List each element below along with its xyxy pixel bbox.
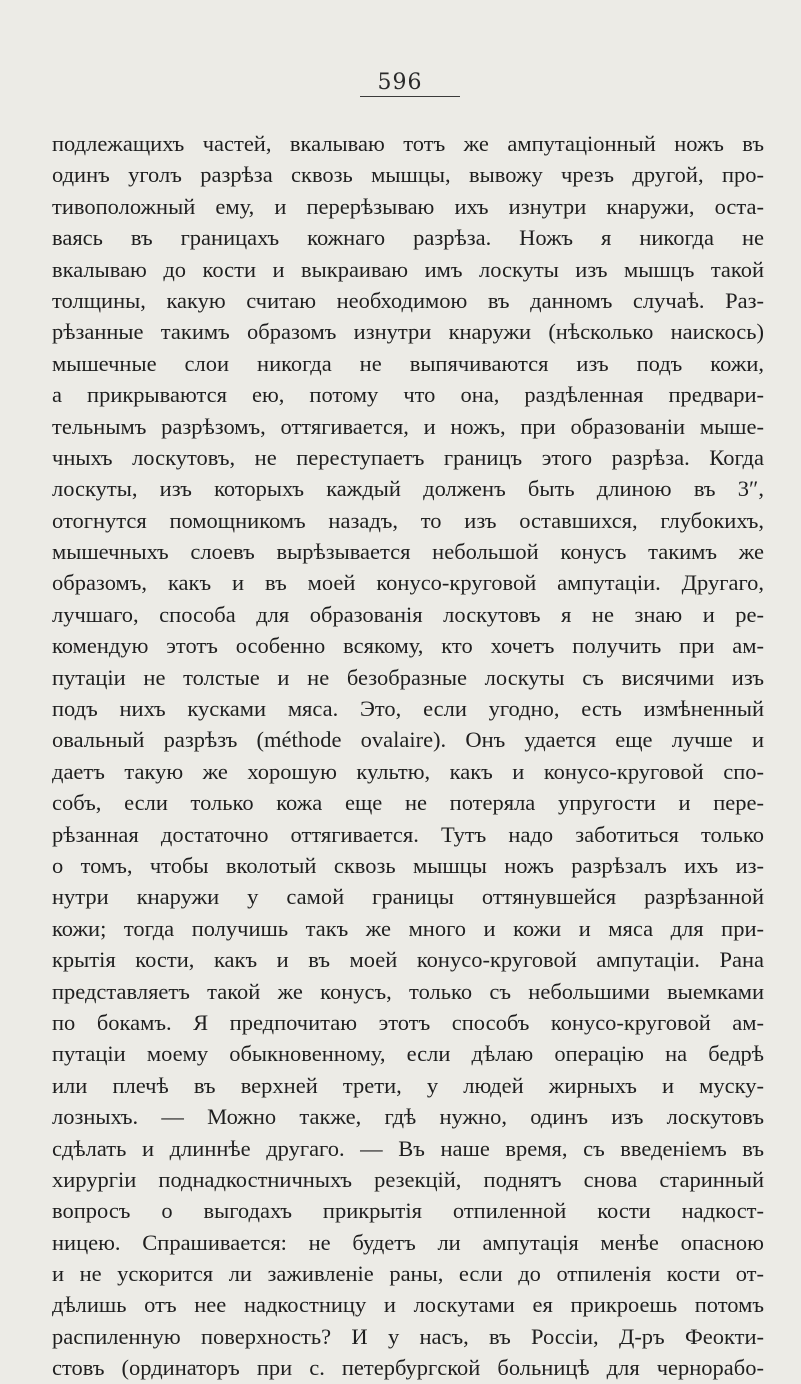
text-line: дѣлишь отъ нее надкостницу и лоскутами ея прикроешь потомъ xyxy=(52,1292,764,1318)
text-line: крытія кости, какъ и въ моей конусо-круговой ампутаціи. Рана xyxy=(52,947,764,973)
text-line: мышечные слои никогда не выпячиваются изъ подъ кожи, xyxy=(52,350,764,376)
text-line: подлежащихъ частей, вкалываю тотъ же ампутаціонный ножъ въ xyxy=(52,131,764,156)
text-line: комендую этотъ особенно всякому, кто хочетъ получить при ам- xyxy=(52,633,764,659)
text-line: тивоположный ему, и перерѣзываю ихъ изнутри кнаружи, оста- xyxy=(52,193,764,219)
text-line: кожи; тогда получишь такъ же много и кожи и мяса для при- xyxy=(52,915,764,941)
text-line: лоскуты, изъ которыхъ каждый долженъ быть длиною въ 3″, xyxy=(52,476,764,502)
text-line: а прикрываются ею, потому что она, раздѣленная предвари- xyxy=(52,382,764,408)
text-line: ницею. Спрашивается: не будетъ ли ампутація менѣе опасною xyxy=(52,1229,764,1255)
text-line: хирургіи поднадкостничныхъ резекцій, поднятъ снова старинный xyxy=(52,1166,764,1192)
text-line: одинъ уголъ разрѣза сквозь мышцы, вывожу чрезъ другой, про- xyxy=(52,162,764,188)
text-line: даетъ такую же хорошую культю, какъ и конусо-круговой спо- xyxy=(52,758,764,784)
text-line: распиленную поверхность? И у насъ, въ Россіи, Д-ръ Феокти- xyxy=(52,1323,764,1349)
text-line: стовъ (ординаторъ при с. петербургской больницѣ для чернорабо- xyxy=(52,1355,764,1381)
header-rule xyxy=(360,96,460,97)
text-line: о томъ, чтобы вколотый сквозь мышцы ножъ разрѣзалъ ихъ из- xyxy=(52,852,764,878)
text-line: образомъ, какъ и въ моей конусо-круговой ампутаціи. Другаго, xyxy=(52,570,764,596)
text-line: тельнымъ разрѣзомъ, оттягивается, и ножъ, при образованіи мыше- xyxy=(52,413,764,439)
text-line: мышечныхъ слоевъ вырѣзывается небольшой конусъ такимъ же xyxy=(52,539,764,565)
text-line: путаціи моему обыкновенному, если дѣлаю операцію на бедрѣ xyxy=(52,1041,764,1067)
text-line: представляетъ такой же конусъ, только съ небольшими выемками xyxy=(52,978,764,1004)
text-line: нутри кнаружи у самой границы оттянувшейся разрѣзанной xyxy=(52,884,764,910)
text-line: вкалываю до кости и выкраиваю имъ лоскуты изъ мышцъ такой xyxy=(52,256,764,282)
body-text xyxy=(52,128,764,1384)
text-line: путаціи не толстые и не безобразные лоскуты съ висячими изъ xyxy=(52,664,764,690)
text-line: лозныхъ. — Можно также, гдѣ нужно, одинъ изъ лоскутовъ xyxy=(52,1104,764,1130)
text-line: чныхъ лоскутовъ, не переступаетъ границъ этого разрѣза. Когда xyxy=(52,444,764,470)
text-line: рѣзанная достаточно оттягивается. Тутъ надо заботиться только xyxy=(52,821,764,847)
text-line: лучшаго, способа для образованія лоскутовъ я не знаю и ре- xyxy=(52,601,764,627)
text-line: и не ускорится ли заживленіе раны, если до отпиленія кости от- xyxy=(52,1261,764,1287)
text-line: рѣзанные такимъ образомъ изнутри кнаружи (нѣсколько наискось) xyxy=(52,319,764,345)
page-number: 596 xyxy=(377,70,423,95)
text-line: толщины, какую считаю необходимою въ данномъ случаѣ. Раз- xyxy=(52,287,764,313)
text-line: подъ нихъ кусками мяса. Это, если угодно, есть измѣненный xyxy=(52,696,764,722)
text-line: отогнутся помощникомъ назадъ, то изъ оставшихся, глубокихъ, xyxy=(52,507,764,533)
text-line: вопросъ о выгодахъ прикрытія отпиленной кости надкост- xyxy=(52,1198,764,1224)
text-line: овальный разрѣзъ (méthode ovalaire). Онъ удается еще лучше и xyxy=(52,727,764,753)
text-line: ваясь въ границахъ кожнаго разрѣза. Ножъ я никогда не xyxy=(52,225,764,251)
text-line: по бокамъ. Я предпочитаю этотъ способъ конусо-круговой ам- xyxy=(52,1009,764,1035)
text-line: сдѣлать и длиннѣе другаго. — Въ наше время, съ введеніемъ въ xyxy=(52,1135,764,1161)
text-line: или плечѣ въ верхней трети, у людей жирныхъ и муску- xyxy=(52,1072,764,1098)
text-line: собъ, если только кожа еще не потеряла упругости и пере- xyxy=(52,790,764,816)
